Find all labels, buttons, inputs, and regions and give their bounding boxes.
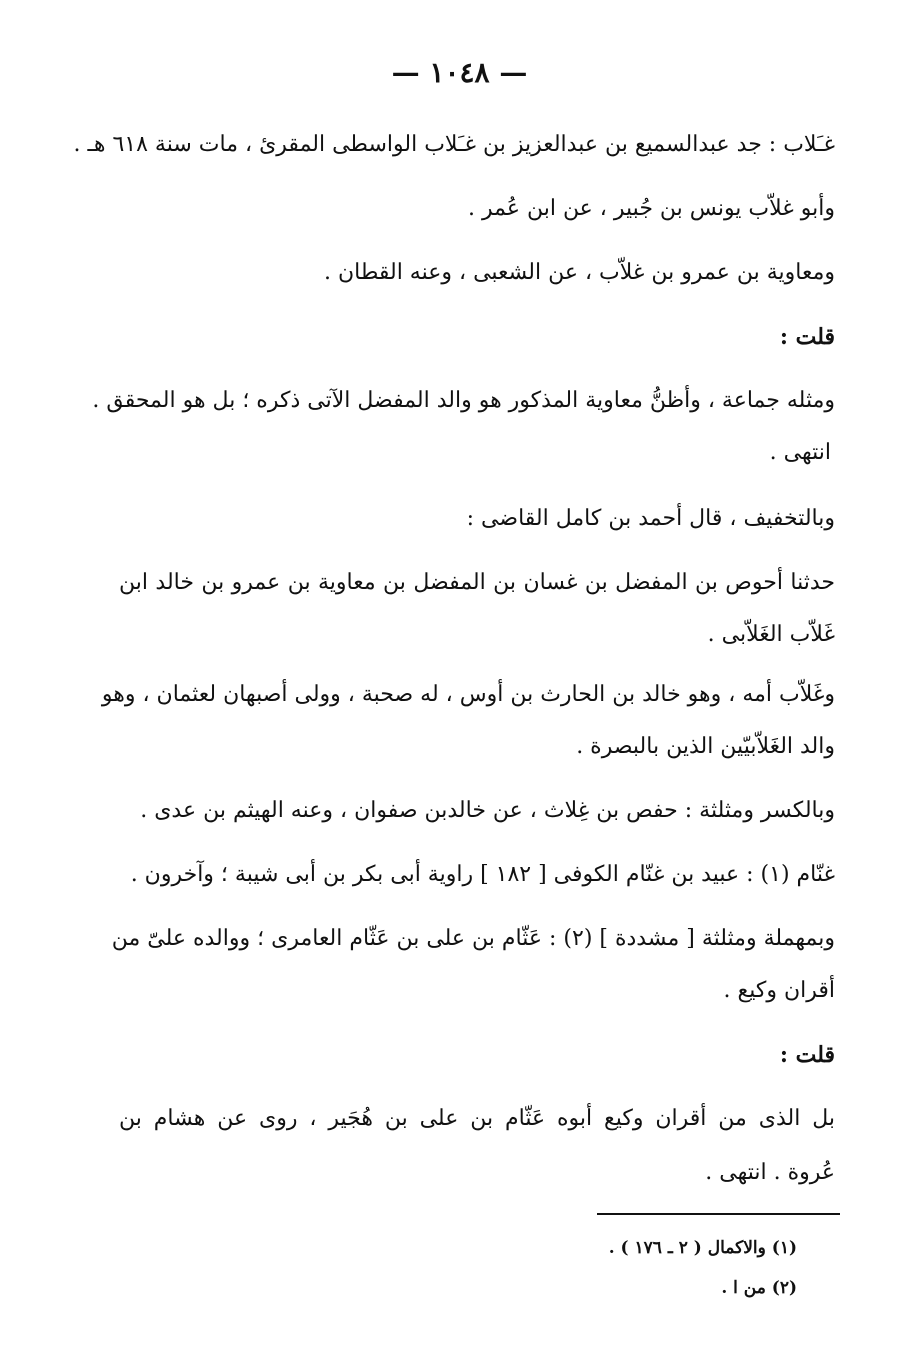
text-line: والد الغَلاّبيّين الذين بالبصرة . (576, 734, 835, 759)
text-line: ومعاوية بن عمرو بن غلاّب ، عن الشعبى ، وعنه القطان . (323, 260, 835, 285)
text-line: أقران وكيع . (723, 978, 835, 1003)
text-line-heading: قلت : (779, 324, 835, 350)
text-line: حدثنا أحوص بن المفضل بن غسان بن المفضل بن معاوية بن عمرو بن خالد ابن (119, 570, 835, 595)
text-line: وأبو غلاّب يونس بن جُبير ، عن ابن عُمر . (468, 196, 835, 221)
text-line: انتهى . (769, 440, 831, 465)
text-line: غَلاّب الغَلاّبى . (707, 622, 835, 647)
text-line: وبمهملة ومثلثة [ مشددة ] (٢) : عَثّام بن على بن عَثّام العامرى ؛ ووالده علىّ من (111, 926, 835, 951)
footnote: (١) والاكمال ( ٢ ـ ١٧٦ ) . (608, 1238, 797, 1258)
footnote-separator (597, 1213, 840, 1215)
text-line: بل الذى من أقران وكيع أبوه عَثّام بن على بن هُجَير ، روى عن هشام بن (119, 1106, 835, 1131)
text-line: غـَلاب : جد عبدالسميع بن عبدالعزيز بن غـَلاب الواسطى المقرئ ، مات سنة ٦١٨ هـ . (73, 132, 835, 157)
text-line: وبالكسر ومثلثة : حفص بن غِلاث ، عن خالدبن صفوان ، وعنه الهيثم بن عدى . (140, 798, 835, 823)
text-line: وغَلاّب أمه ، وهو خالد بن الحارث بن أوس ، له صحبة ، وولى أصبهان لعثمان ، وهو (101, 682, 835, 707)
text-line: ومثله جماعة ، وأظنُّ معاوية المذكور هو والد المفضل الآتى ذكره ؛ بل هو المحقق . (92, 388, 835, 413)
footnote: (٢) من ا . (721, 1278, 797, 1298)
text-line: وبالتخفيف ، قال أحمد بن كامل القاضى : (466, 506, 835, 531)
text-line: عُروة . انتهى . (705, 1160, 835, 1185)
text-line: غنّام (١) : عبيد بن غنّام الكوفى [ ١٨٢ ] راوية أبى بكر بن أبى شيبة ؛ وآخرون . (130, 862, 835, 887)
page-number: — ١٠٤٨ — (391, 56, 528, 89)
text-line-heading: قلت : (779, 1042, 835, 1068)
